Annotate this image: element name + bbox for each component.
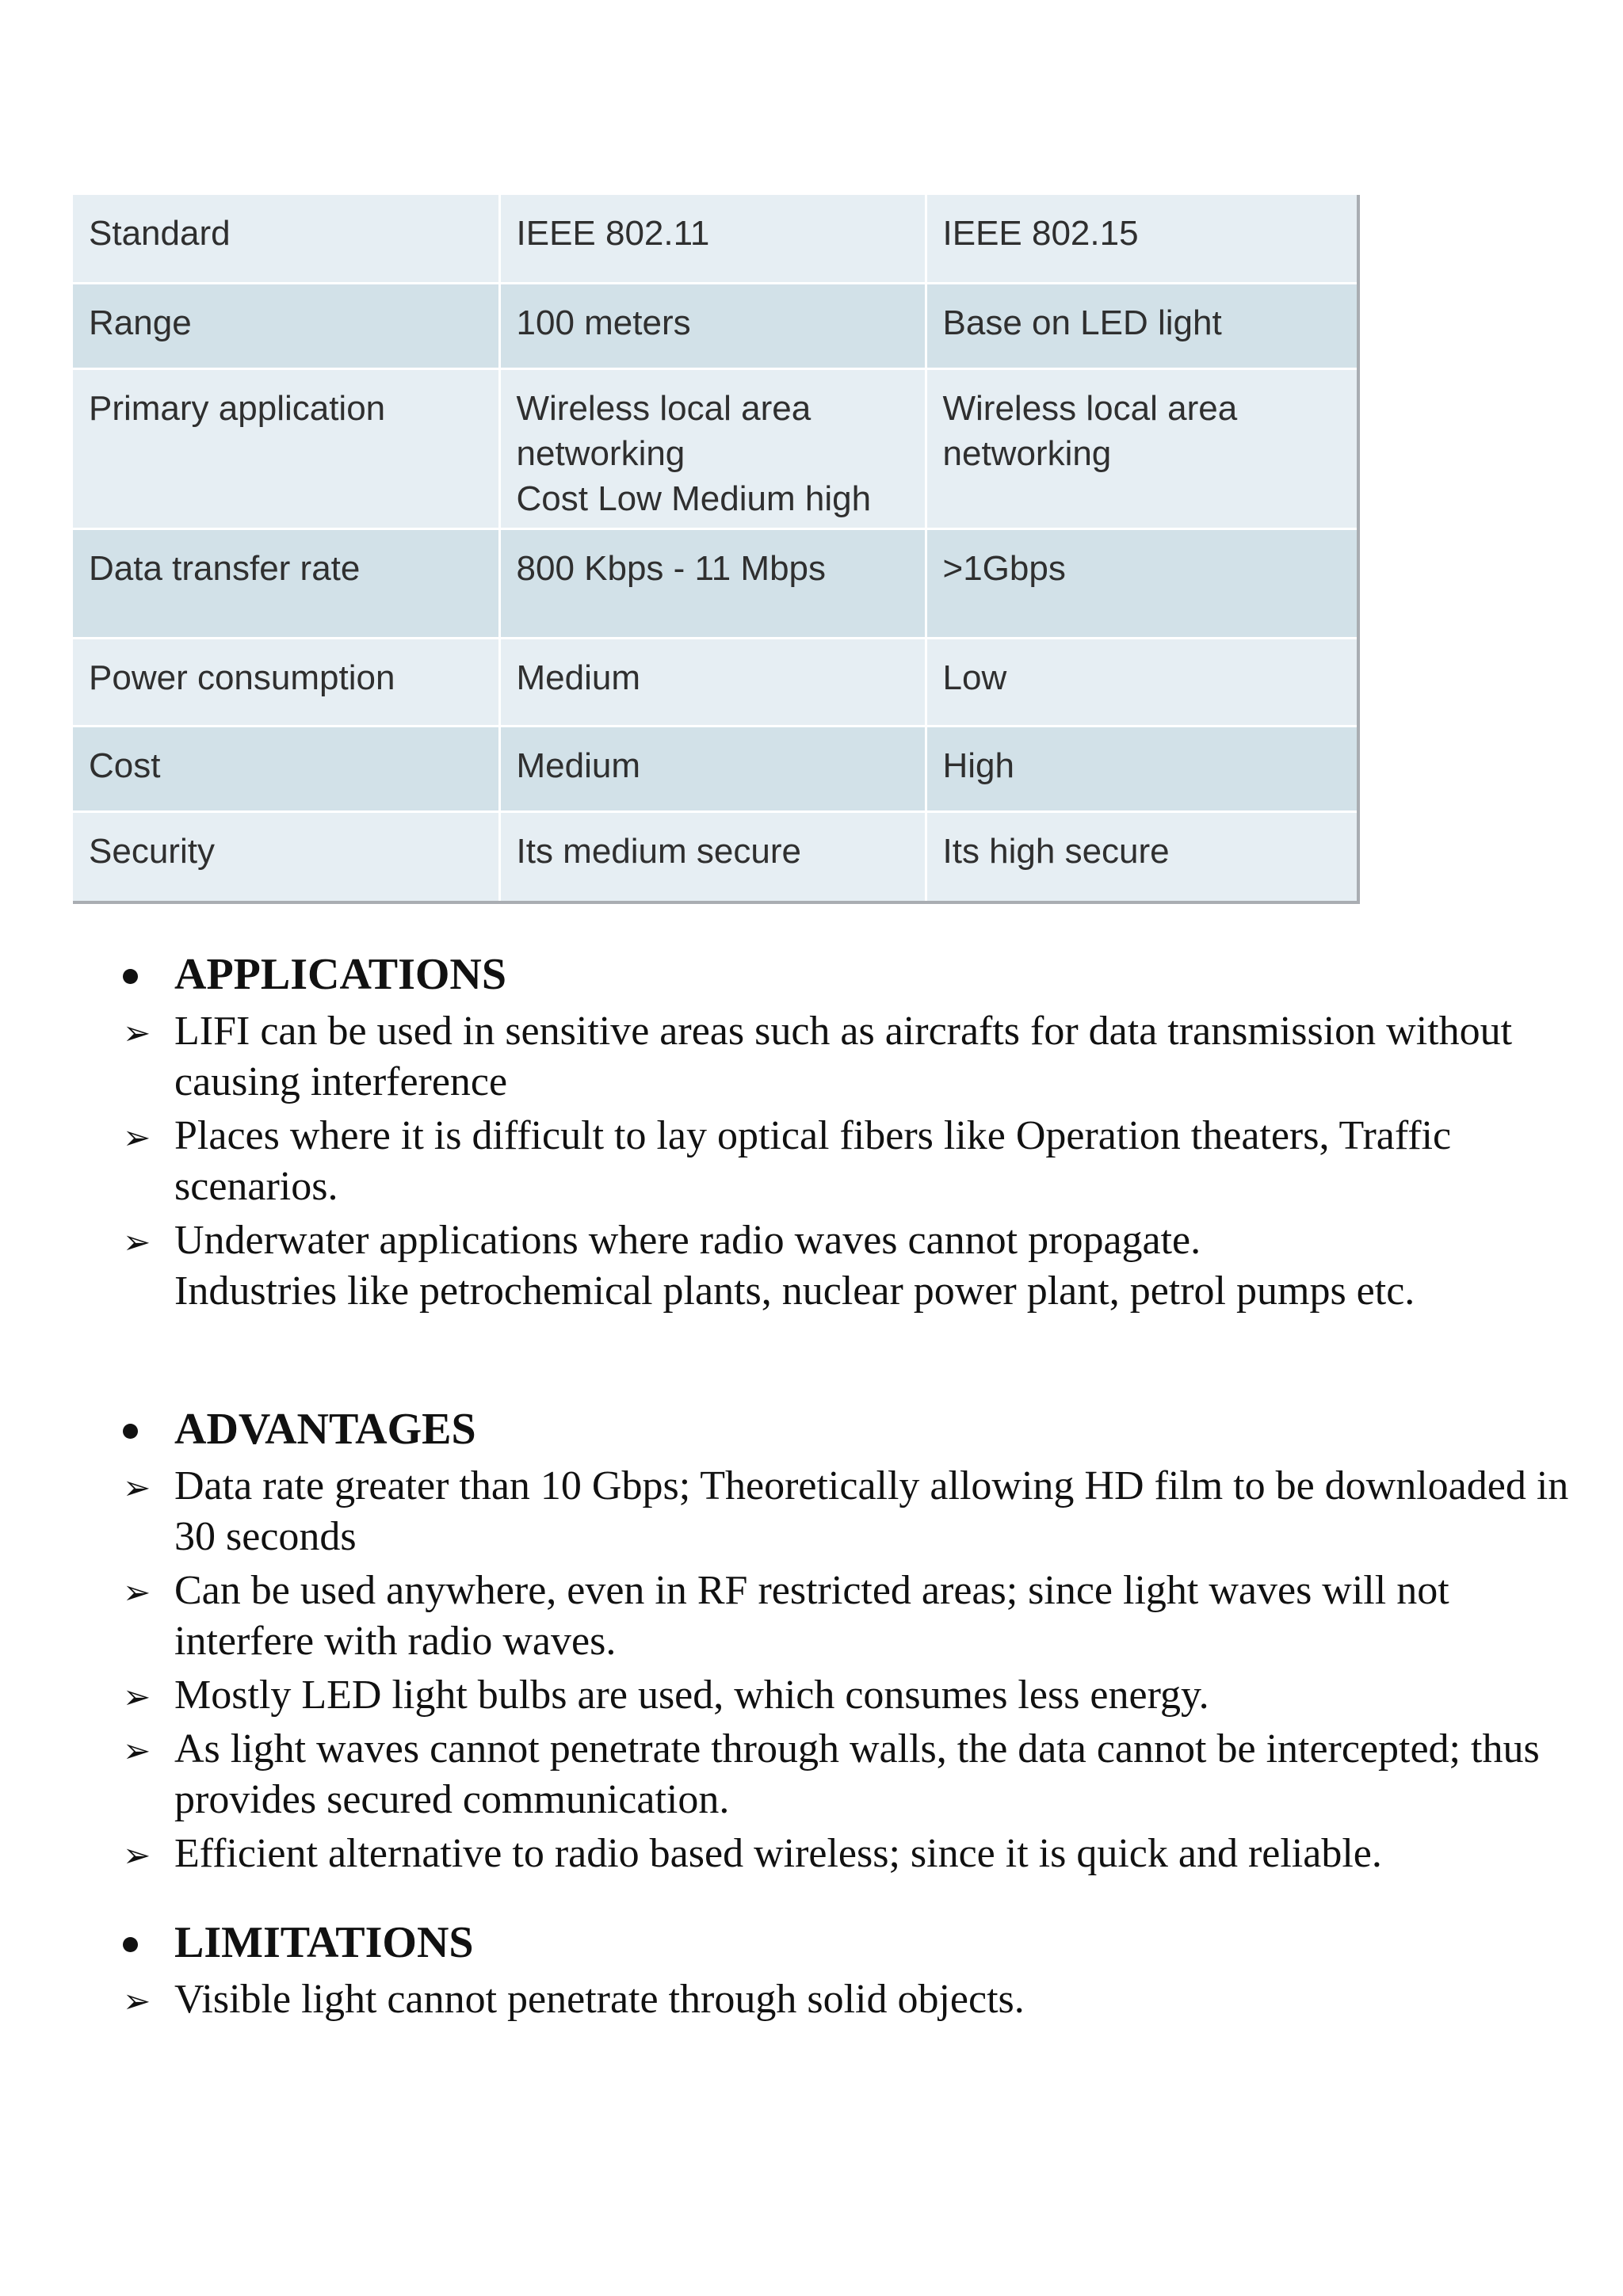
limitations-heading: LIMITATIONS	[174, 1918, 474, 1967]
table-cell: Low	[926, 638, 1358, 726]
table-row	[73, 368, 1358, 528]
advantages-list	[123, 1461, 1573, 1879]
table-row	[73, 811, 1358, 902]
list-item-text: Mostly LED light bulbs are used, which consumes less energy.	[174, 1672, 1209, 1718]
arrowhead-bullet-icon: ➢	[123, 1836, 151, 1875]
table-cell: Wireless local area networking	[926, 368, 1358, 528]
list-item	[123, 1974, 1573, 2025]
list-item-text: Can be used anywhere, even in RF restricted areas; since light waves will not interfere with radio waves.	[174, 1568, 1449, 1664]
arrowhead-bullet-icon: ➢	[123, 1573, 151, 1611]
table-row	[73, 726, 1358, 811]
arrowhead-bullet-icon: ➢	[123, 1222, 151, 1261]
limitations-section	[123, 1911, 1573, 2025]
table-row	[73, 195, 1358, 283]
table-cell: Its high secure	[926, 811, 1358, 902]
section-heading	[123, 1398, 1573, 1461]
list-item	[123, 1111, 1573, 1212]
list-item-text: Visible light cannot penetrate through solid objects.	[174, 1977, 1025, 2022]
arrowhead-bullet-icon: ➢	[123, 1013, 151, 1052]
table-cell: Primary application	[73, 368, 499, 528]
table-cell: Its medium secure	[499, 811, 926, 902]
bullet-dot-icon	[123, 1424, 138, 1439]
table-cell: Medium	[499, 638, 926, 726]
comparison-table	[73, 195, 1360, 904]
document-body	[123, 943, 1573, 2028]
advantages-section	[123, 1398, 1573, 1879]
arrowhead-bullet-icon: ➢	[123, 1677, 151, 1716]
table-cell: Data transfer rate	[73, 528, 499, 638]
bullet-dot-icon	[123, 969, 138, 984]
list-item	[123, 1461, 1573, 1562]
table-cell: Base on LED light	[926, 283, 1358, 368]
applications-section	[123, 943, 1573, 1317]
list-item	[123, 1215, 1573, 1317]
table-row	[73, 528, 1358, 638]
table-cell: Security	[73, 811, 499, 902]
arrowhead-bullet-icon: ➢	[123, 1731, 151, 1770]
list-item-text: Efficient alternative to radio based wireless; since it is quick and reliable.	[174, 1831, 1382, 1876]
table-cell: Wireless local area networking Cost Low Medium high	[499, 368, 926, 528]
table-cell: Cost	[73, 726, 499, 811]
section-heading	[123, 1911, 1573, 1974]
table-cell: Power consumption	[73, 638, 499, 726]
list-item	[123, 1670, 1573, 1721]
list-item	[123, 1829, 1573, 1879]
table-cell: >1Gbps	[926, 528, 1358, 638]
list-item-text: As light waves cannot penetrate through walls, the data cannot be intercepted; thus provides secured communication.	[174, 1726, 1540, 1822]
list-item-text: Places where it is difficult to lay optical fibers like Operation theaters, Traffic scenarios.	[174, 1113, 1452, 1209]
list-item-text: LIFI can be used in sensitive areas such as aircrafts for data transmission without causing interference	[174, 1009, 1513, 1104]
table-cell: High	[926, 726, 1358, 811]
bullet-dot-icon	[123, 1937, 138, 1952]
table-cell: Range	[73, 283, 499, 368]
table-cell: Medium	[499, 726, 926, 811]
list-item	[123, 1724, 1573, 1825]
list-item	[123, 1006, 1573, 1108]
arrowhead-bullet-icon: ➢	[123, 1981, 151, 2020]
list-item-text: Industries like petrochemical plants, nuclear power plant, petrol pumps etc.	[174, 1268, 1415, 1314]
applications-list	[123, 1006, 1573, 1317]
table-cell: 800 Kbps - 11 Mbps	[499, 528, 926, 638]
arrowhead-bullet-icon: ➢	[123, 1118, 151, 1157]
section-heading	[123, 943, 1573, 1006]
table-cell: IEEE 802.11	[499, 195, 926, 283]
advantages-heading: ADVANTAGES	[174, 1405, 476, 1454]
table-cell: Standard	[73, 195, 499, 283]
list-item	[123, 1566, 1573, 1667]
limitations-list	[123, 1974, 1573, 2025]
table-row	[73, 283, 1358, 368]
list-item-text: Underwater applications where radio waves cannot propagate.	[174, 1218, 1201, 1263]
applications-heading: APPLICATIONS	[174, 950, 507, 999]
table-cell: 100 meters	[499, 283, 926, 368]
list-item-text: Data rate greater than 10 Gbps; Theoretically allowing HD film to be downloaded in 30 seconds	[174, 1463, 1569, 1559]
table-row	[73, 638, 1358, 726]
table-cell: IEEE 802.15	[926, 195, 1358, 283]
arrowhead-bullet-icon: ➢	[123, 1468, 151, 1507]
